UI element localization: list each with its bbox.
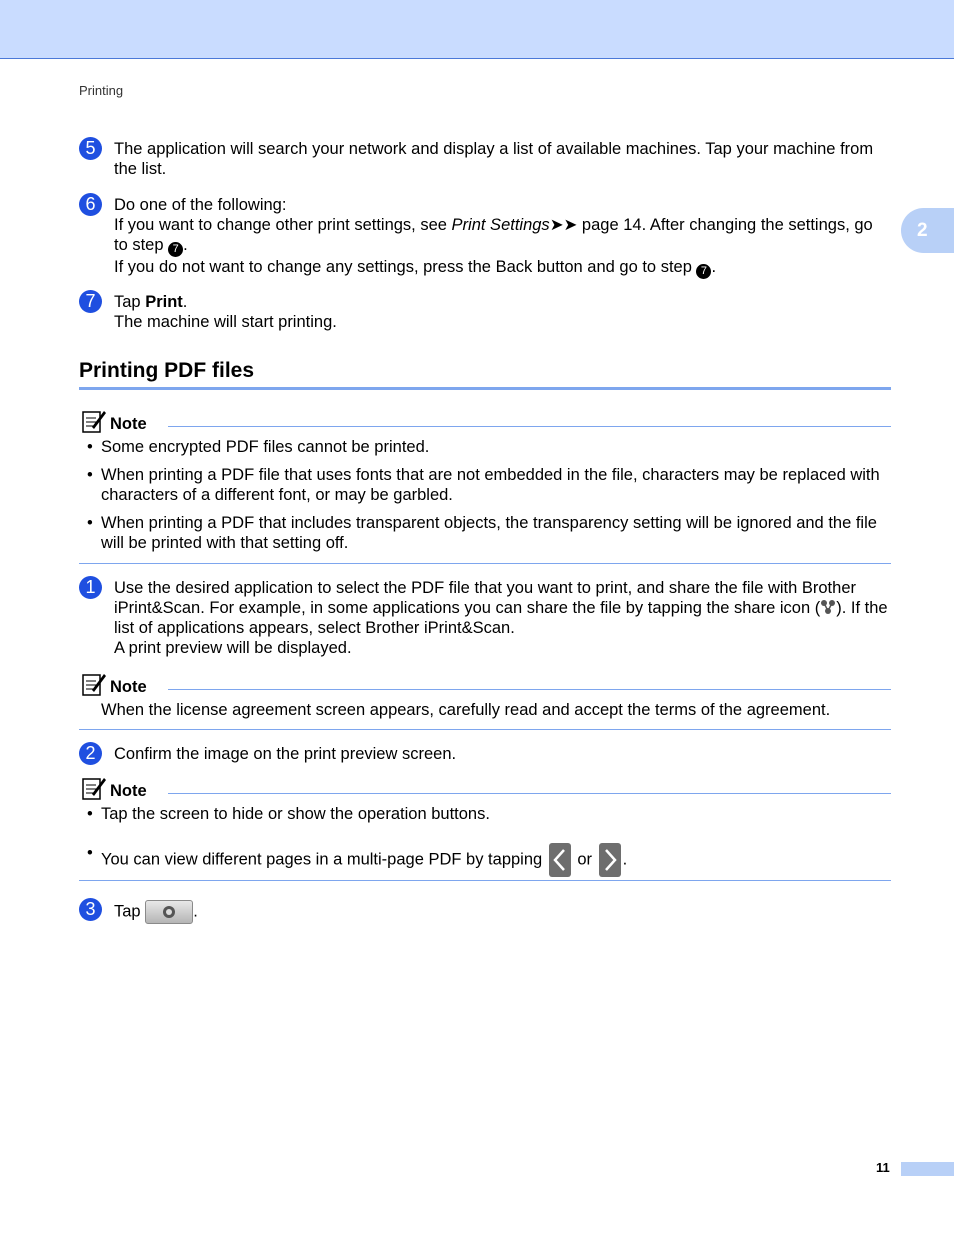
- note-icon: [82, 672, 106, 696]
- step-text: The application will search your network and display a list of available machines. Tap your machine from the list.: [114, 140, 874, 178]
- step-ref: 7: [696, 264, 711, 279]
- note-divider: [168, 426, 891, 427]
- text: If you want to change other print settings, see: [114, 216, 452, 234]
- pdf-step-3: [79, 900, 891, 924]
- list-item: • Some encrypted PDF files cannot be printed.: [79, 437, 891, 457]
- step-number: 7: [79, 290, 102, 313]
- step-6: [79, 195, 891, 279]
- note-icon: [82, 409, 106, 433]
- chevron-right-icon: [599, 843, 621, 877]
- print-icon: [146, 901, 192, 923]
- step-number: 5: [79, 137, 102, 160]
- step-text: Confirm the image on the print preview screen.: [114, 745, 457, 763]
- next-page-button[interactable]: [599, 843, 621, 877]
- list-item: • Tap the screen to hide or show the operation buttons.: [79, 804, 891, 824]
- step-number: 2: [79, 742, 102, 765]
- step-line: A print preview will be displayed.: [114, 639, 352, 657]
- text: .: [622, 850, 628, 869]
- note-list: [79, 804, 891, 885]
- note-text: When the license agreement screen appears, carefully read and accept the terms of the agreement.: [101, 701, 831, 719]
- note-header: [79, 672, 891, 698]
- print-label: Print: [145, 293, 183, 311]
- text: or: [572, 850, 597, 869]
- step-ref: 7: [168, 242, 183, 257]
- text: You can view different pages in a multi-page PDF by tapping: [101, 850, 547, 869]
- step-number: 3: [79, 898, 102, 921]
- note-end-rule: [79, 880, 891, 881]
- step-5: [79, 139, 891, 179]
- note-label: Note: [110, 782, 147, 800]
- step-intro: Do one of the following:: [114, 196, 287, 214]
- note-list: [79, 437, 891, 561]
- step-text: [114, 900, 891, 924]
- text: Tap: [114, 902, 146, 921]
- list-item: • When printing a PDF file that uses fonts that are not embedded in the file, characters may be replaced with characters of a different font, or may be garbled.: [79, 465, 891, 505]
- print-button[interactable]: [145, 900, 193, 924]
- share-icon: [820, 599, 836, 615]
- step-text: [114, 578, 891, 658]
- step-number: 6: [79, 193, 102, 216]
- header-band: [0, 0, 954, 59]
- chevron-left-icon: [549, 843, 571, 877]
- step-line: If you do not want to change any settings, press the Back button and go to step 7 .: [114, 258, 717, 277]
- footer-band: [901, 1162, 954, 1176]
- text: Use the desired application to select the PDF file that you want to print, and share the file with Brother iPrint&Scan. For example, in some applications you can share the file by tapping the share icon (: [114, 579, 856, 617]
- step-line: If you want to change other print settings, see Print Settings➤➤ page 14. After changing the settings, go to step 7 .: [114, 216, 873, 255]
- text: .: [193, 902, 198, 921]
- step-text: [114, 195, 891, 279]
- step-text: [114, 292, 891, 332]
- note-divider: [168, 689, 891, 690]
- step-number: 1: [79, 576, 102, 599]
- chapter-tab: 2: [901, 208, 954, 253]
- note-divider: [168, 793, 891, 794]
- page-number: 11: [876, 1160, 890, 1175]
- note-icon: [82, 776, 106, 800]
- pdf-step-2: [79, 744, 891, 764]
- note-end-rule: [79, 563, 891, 564]
- note-header: [79, 776, 891, 802]
- section-title: Printing PDF files: [79, 361, 891, 390]
- previous-page-button[interactable]: [549, 843, 571, 877]
- text: Tap: [114, 293, 146, 311]
- running-head: Printing: [79, 83, 124, 98]
- note-header: [79, 409, 891, 435]
- note-label: Note: [110, 415, 147, 433]
- text: page 14. After changing the settings, go to step: [114, 216, 873, 254]
- pdf-step-1: [79, 578, 891, 658]
- step-7: [79, 292, 891, 332]
- note-end-rule: [79, 729, 891, 730]
- cross-reference-link[interactable]: Print Settings: [451, 216, 550, 234]
- text: ). If the list of applications appears, select Brother iPrint&Scan.: [114, 599, 888, 637]
- list-item: • When printing a PDF that includes transparent objects, the transparency setting will be ignored and the file will be printed with that setting off.: [79, 513, 891, 553]
- text: If you do not want to change any settings, press the Back button and go to step: [114, 258, 697, 276]
- note-label: Note: [110, 678, 147, 696]
- step-line: The machine will start printing.: [114, 313, 337, 331]
- text: .: [182, 293, 188, 311]
- double-arrow-icon: ➤➤: [549, 216, 578, 234]
- list-item: [79, 843, 891, 877]
